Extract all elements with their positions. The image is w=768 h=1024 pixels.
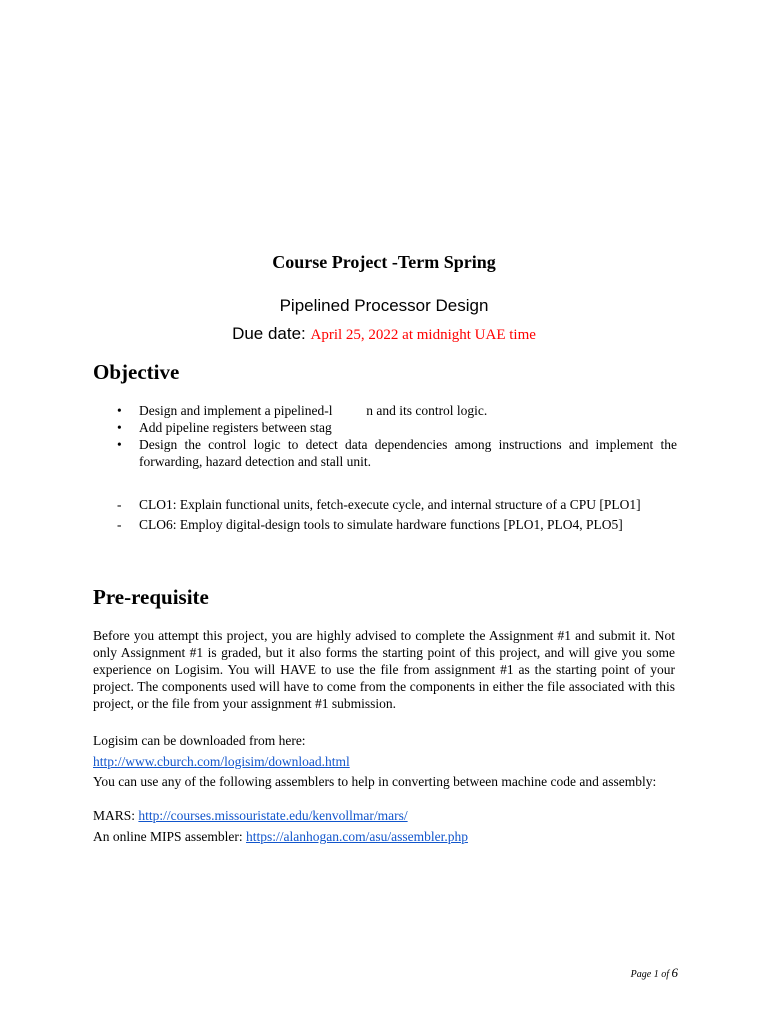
document-title: Course Project -Term Spring [272, 252, 496, 272]
logisim-download-link[interactable]: http://www.cburch.com/logisim/download.html [93, 754, 350, 769]
page-total: 6 [671, 965, 678, 980]
online-assembler-link[interactable]: https://alanhogan.com/asu/assembler.php [246, 829, 468, 844]
download-text: Logisim can be downloaded from here: [93, 733, 306, 748]
prerequisite-heading: Pre-requisite [93, 585, 209, 609]
objective-bullet-list [117, 402, 677, 470]
mars-line [93, 807, 675, 824]
dash-marker: - [117, 497, 122, 512]
bullet-marker: • [117, 437, 122, 452]
bullet-text: Add pipeline registers between stag [139, 420, 332, 435]
dash-marker: - [117, 517, 122, 532]
due-date-label: Due date: [232, 324, 311, 343]
prerequisite-paragraph: Before you attempt this project, you are highly advised to complete the Assignment #1 and submit it. Not only Assignment #1 is graded, but it also forms the starting point of this project, and will give you some experience on Logisim. You will HAVE to use the file from assignment #1 as the starting point of your project. The components used will have to come from the components in either the file associated with this project, or the file from your assignment #1 submission. [93, 628, 675, 711]
clo-text: CLO1: Explain functional units, fetch-execute cycle, and internal structure of a CPU [PLO1] [139, 497, 641, 512]
mars-label: MARS: [93, 808, 139, 823]
clo-list [117, 496, 677, 535]
online-assembler-label: An online MIPS assembler: [93, 829, 246, 844]
mars-link[interactable]: http://courses.missouristate.edu/kenvollmar/mars/ [138, 808, 408, 823]
page-number [631, 965, 678, 981]
bullet-text: Design the control logic to detect data dependencies among instructions and implement the forwarding, hazard detection and stall unit. [139, 437, 677, 469]
objective-heading: Objective [93, 360, 180, 384]
bullet-text: Design and implement a pipelined-l n and its control logic. [139, 403, 488, 418]
page-number-text: Page 1 of [630, 969, 672, 980]
due-date-value: April 25, 2022 at midnight UAE time [310, 327, 536, 343]
due-date [0, 324, 768, 344]
objective-bullet [117, 436, 677, 470]
bullet-marker: • [117, 420, 122, 435]
download-link-line [93, 753, 675, 770]
objective-bullet [117, 419, 677, 436]
assemblers-text: You can use any of the following assemblers to help in converting between machine code and assembly: [93, 774, 657, 789]
clo-item [117, 496, 677, 513]
online-assembler-line [93, 828, 675, 845]
document-subtitle: Pipelined Processor Design [279, 296, 489, 315]
clo-item [117, 514, 629, 535]
clo-text: CLO6: Employ digital-design tools to simulate hardware functions [PLO1, PLO4, PLO5] [139, 517, 623, 532]
bullet-marker: • [117, 403, 122, 418]
objective-bullet [117, 402, 677, 419]
